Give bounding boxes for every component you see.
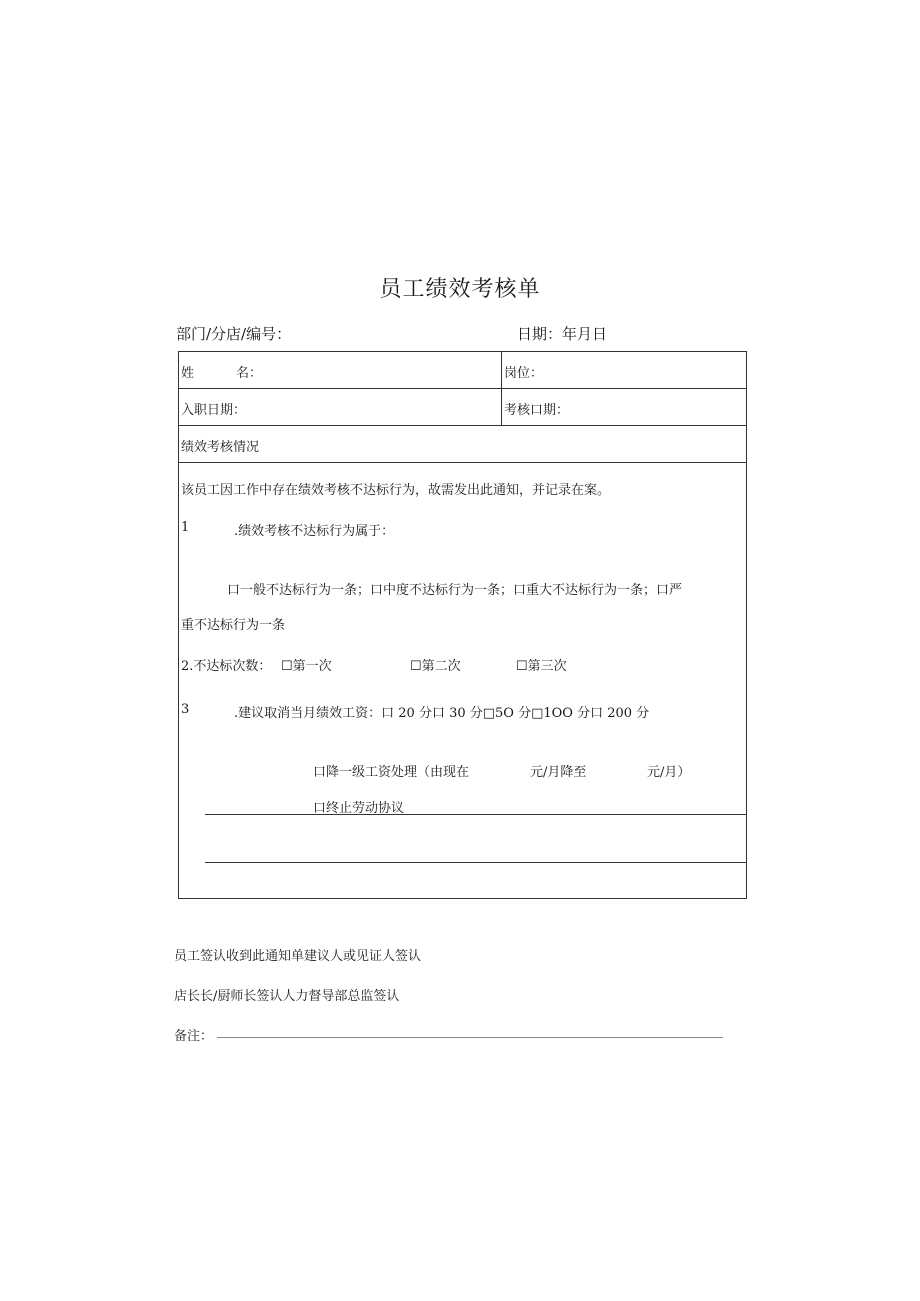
item2-label: 2.不达标次数： [181,659,272,674]
demote-text-end: 元/月） [647,765,691,780]
remark-label: 备注： [174,1029,214,1044]
department-label: 部门/分店/编号： [176,325,292,343]
item1-options-line1: 口一般不达标行为一条；口中度不达标行为一条；口重大不达标行为一条；口严 [227,583,683,598]
signature-line-2: 店长长/厨师长签认人力督导部总监签认 [174,989,400,1004]
section-heading: 绩效考核情况 [181,440,260,455]
signature-line-1: 员工签认收到此通知单建议人或见证人签认 [174,949,422,964]
remark-underline[interactable] [217,1037,723,1038]
item2-option-third[interactable]: ☐第三次 [516,659,567,674]
item3-number: 3 [181,702,190,717]
entry-date-label: 入职日期： [181,403,247,418]
item1-number: 1 [181,520,190,535]
date-label: 日期：年月日 [517,325,608,343]
terminate-option[interactable]: 口终止劳动协议 [313,801,405,816]
review-date-label: 考核口期： [504,403,570,418]
demote-text-start: 口降一级工资处理（由现在 [313,765,470,780]
demote-text-middle: 元/月降至 [530,765,587,780]
name-label-suffix: 名： [236,366,263,381]
item2-option-first[interactable]: ☐第一次 [281,659,332,674]
name-label: 姓 [181,366,195,381]
position-label: 岗位： [504,366,544,381]
item2-option-second[interactable]: ☐第二次 [410,659,461,674]
item3-text: .建议取消当月绩效工资：口 20 分口 30 分□5O 分□1OO 分口 200 分 [234,706,650,721]
item1-text: .绩效考核不达标行为属于： [234,524,395,539]
item1-options-line2: 重不达标行为一条 [181,618,286,633]
intro-text: 该员工因工作中存在绩效考核不达标行为，故需发出此通知，并记录在案。 [181,483,611,498]
page-title: 员工绩效考核单 [379,277,541,302]
